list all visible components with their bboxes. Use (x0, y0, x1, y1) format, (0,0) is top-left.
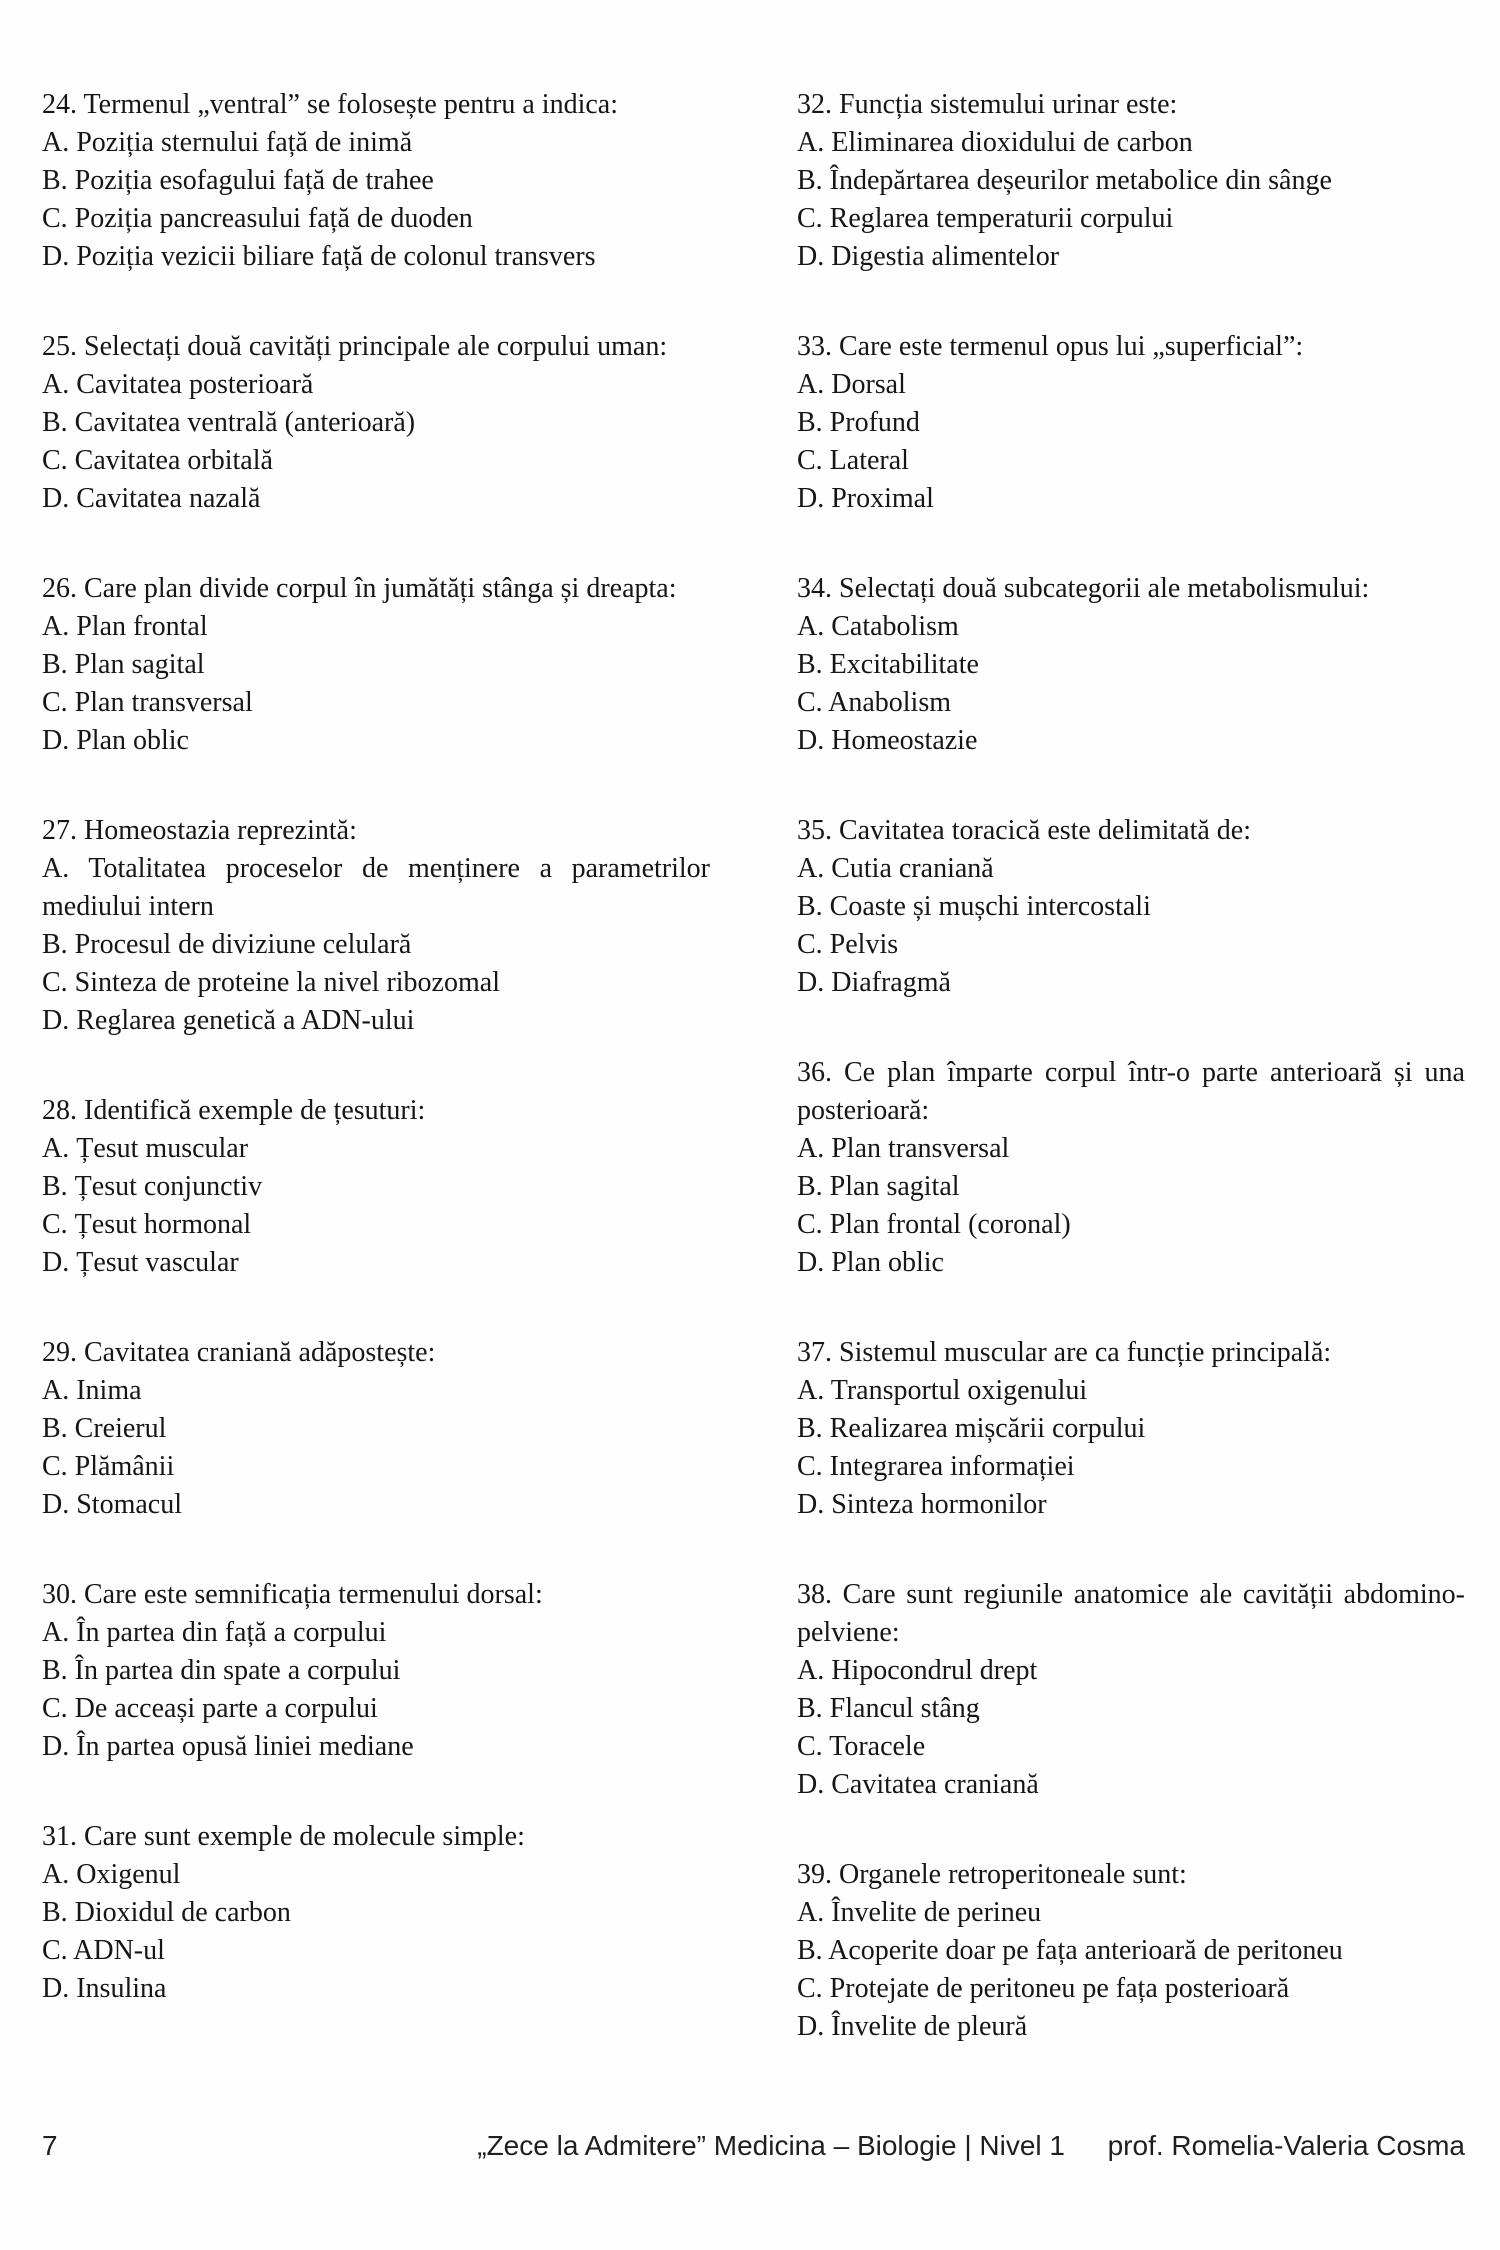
option-d: D. Homeostazie (797, 725, 978, 756)
question-text: 32. Funcția sistemului urinar este: (797, 89, 1178, 120)
option-b: B. Îndepărtarea deșeurilor metabolice din sânge (797, 165, 1332, 196)
option-c: C. Protejate de peritoneu pe fața posterioară (797, 1973, 1290, 2004)
question-block-27 (42, 812, 710, 1040)
option-b: B. Flancul stâng (797, 1693, 980, 1724)
option-b: B. Plan sagital (797, 1171, 960, 1202)
option-b: B. Procesul de diviziune celulară (42, 929, 412, 960)
option-c: C. Cavitatea orbitală (42, 445, 273, 476)
question-text: 38. Care sunt regiunile anatomice ale cavității abdomino-pelviene: (797, 1579, 1465, 1648)
option-d: D. Poziția vezicii biliare față de colonul transvers (42, 241, 596, 272)
two-column-layout (42, 86, 1465, 2098)
question-text: 39. Organele retroperitoneale sunt: (797, 1859, 1187, 1890)
option-a: A. Dorsal (797, 369, 906, 400)
question-text: 33. Care este termenul opus lui „superficial”: (797, 331, 1304, 362)
option-b: B. Profund (797, 407, 920, 438)
question-text: 27. Homeostazia reprezintă: (42, 815, 357, 846)
option-b: B. Coaste și mușchi intercostali (797, 891, 1151, 922)
left-column (42, 86, 710, 2098)
option-c: C. Plan frontal (coronal) (797, 1209, 1071, 1240)
option-c: C. Lateral (797, 445, 909, 476)
option-a: A. În partea din față a corpului (42, 1617, 387, 1648)
option-c: C. Plan transversal (42, 687, 253, 718)
option-a: A. Poziția sternului față de inimă (42, 127, 413, 158)
option-d: D. Plan oblic (42, 725, 189, 756)
option-b: B. Realizarea mișcării corpului (797, 1413, 1146, 1444)
option-a: A. Cavitatea posterioară (42, 369, 314, 400)
option-c: C. Reglarea temperaturii corpului (797, 203, 1174, 234)
option-a: A. Oxigenul (42, 1859, 181, 1890)
option-a: A. Hipocondrul drept (797, 1655, 1038, 1686)
option-d: D. Digestia alimentelor (797, 241, 1060, 272)
footer-author: prof. Romelia-Valeria Cosma (1107, 2130, 1465, 2161)
question-block-31 (42, 1818, 710, 2008)
question-text: 30. Care este semnificația termenului dorsal: (42, 1579, 543, 1610)
option-c: C. Poziția pancreasului față de duoden (42, 203, 473, 234)
option-d: D. Reglarea genetică a ADN-ului (42, 1005, 415, 1036)
option-d: D. Plan oblic (797, 1247, 944, 1278)
option-a: A. Țesut muscular (42, 1133, 249, 1164)
question-block-37 (797, 1334, 1465, 1524)
question-text: 36. Ce plan împarte corpul într-o parte anterioară și una posterioară: (797, 1057, 1465, 1126)
question-block-25 (42, 328, 710, 518)
option-d: D. Insulina (42, 1973, 167, 2004)
option-a: A. Plan frontal (42, 611, 208, 642)
option-b: B. Excitabilitate (797, 649, 979, 680)
question-text: 25. Selectați două cavități principale ale corpului uman: (42, 331, 668, 362)
option-d: D. Cavitatea craniană (797, 1769, 1039, 1800)
page-footer (42, 2130, 1465, 2172)
option-b: B. Cavitatea ventrală (anterioară) (42, 407, 416, 438)
option-c: C. Plămânii (42, 1451, 175, 1482)
option-a: A. Eliminarea dioxidului de carbon (797, 127, 1193, 158)
option-c: C. Sinteza de proteine la nivel ribozomal (42, 967, 500, 998)
option-d: D. Proximal (797, 483, 934, 514)
question-text: 29. Cavitatea craniană adăpostește: (42, 1337, 436, 1368)
option-b: B. Plan sagital (42, 649, 205, 680)
question-block-36 (797, 1054, 1465, 1282)
option-a: A. Plan transversal (797, 1133, 1010, 1164)
question-block-24 (42, 86, 710, 276)
question-block-28 (42, 1092, 710, 1282)
option-d: D. Sinteza hormonilor (797, 1489, 1047, 1520)
option-d: D. Învelite de pleură (797, 2011, 1028, 2042)
option-d: D. Diafragmă (797, 967, 951, 998)
page-number: 7 (42, 2130, 58, 2161)
option-c: C. Integrarea informației (797, 1451, 1075, 1482)
question-text: 35. Cavitatea toracică este delimitată de: (797, 815, 1252, 846)
question-block-39 (797, 1856, 1465, 2046)
question-text: 26. Care plan divide corpul în jumătăți stânga și dreapta: (42, 573, 677, 604)
question-block-29 (42, 1334, 710, 1524)
option-a: A. Catabolism (797, 611, 959, 642)
option-d: D. Cavitatea nazală (42, 483, 261, 514)
option-c: C. Toracele (797, 1731, 926, 1762)
footer-title: „Zece la Admitere” Medicina – Biologie | Nivel 1 (477, 2130, 1066, 2161)
option-a: A. Inima (42, 1375, 142, 1406)
option-a: A. Transportul oxigenului (797, 1375, 1088, 1406)
question-text: 34. Selectați două subcategorii ale metabolismului: (797, 573, 1370, 604)
question-block-35 (797, 812, 1465, 1002)
option-b: B. Dioxidul de carbon (42, 1897, 291, 1928)
option-c: C. Pelvis (797, 929, 899, 960)
question-text: 24. Termenul „ventral” se folosește pentru a indica: (42, 89, 618, 120)
question-block-33 (797, 328, 1465, 518)
question-block-30 (42, 1576, 710, 1766)
option-c: C. Anabolism (797, 687, 952, 718)
option-c: C. ADN-ul (42, 1935, 165, 1966)
question-text: 31. Care sunt exemple de molecule simple: (42, 1821, 525, 1852)
question-block-38 (797, 1576, 1465, 1804)
option-d: D. Țesut vascular (42, 1247, 239, 1278)
option-d: D. Stomacul (42, 1489, 182, 1520)
question-text: 28. Identifică exemple de țesuturi: (42, 1095, 426, 1126)
option-a: A. Învelite de perineu (797, 1897, 1042, 1928)
option-a: A. Totalitatea proceselor de menținere a parametrilor mediului intern (42, 853, 710, 922)
option-b: B. Țesut conjunctiv (42, 1171, 263, 1202)
question-block-32 (797, 86, 1465, 276)
option-a: A. Cutia craniană (797, 853, 994, 884)
option-b: B. Creierul (42, 1413, 167, 1444)
option-b: B. În partea din spate a corpului (42, 1655, 401, 1686)
option-b: B. Acoperite doar pe fața anterioară de peritoneu (797, 1935, 1343, 1966)
question-block-26 (42, 570, 710, 760)
option-c: C. De acceași parte a corpului (42, 1693, 378, 1724)
option-d: D. În partea opusă liniei mediane (42, 1731, 414, 1762)
option-b: B. Poziția esofagului față de trahee (42, 165, 434, 196)
right-column (797, 86, 1465, 2098)
question-text: 37. Sistemul muscular are ca funcție principală: (797, 1337, 1332, 1368)
question-block-34 (797, 570, 1465, 760)
option-c: C. Țesut hormonal (42, 1209, 252, 1240)
